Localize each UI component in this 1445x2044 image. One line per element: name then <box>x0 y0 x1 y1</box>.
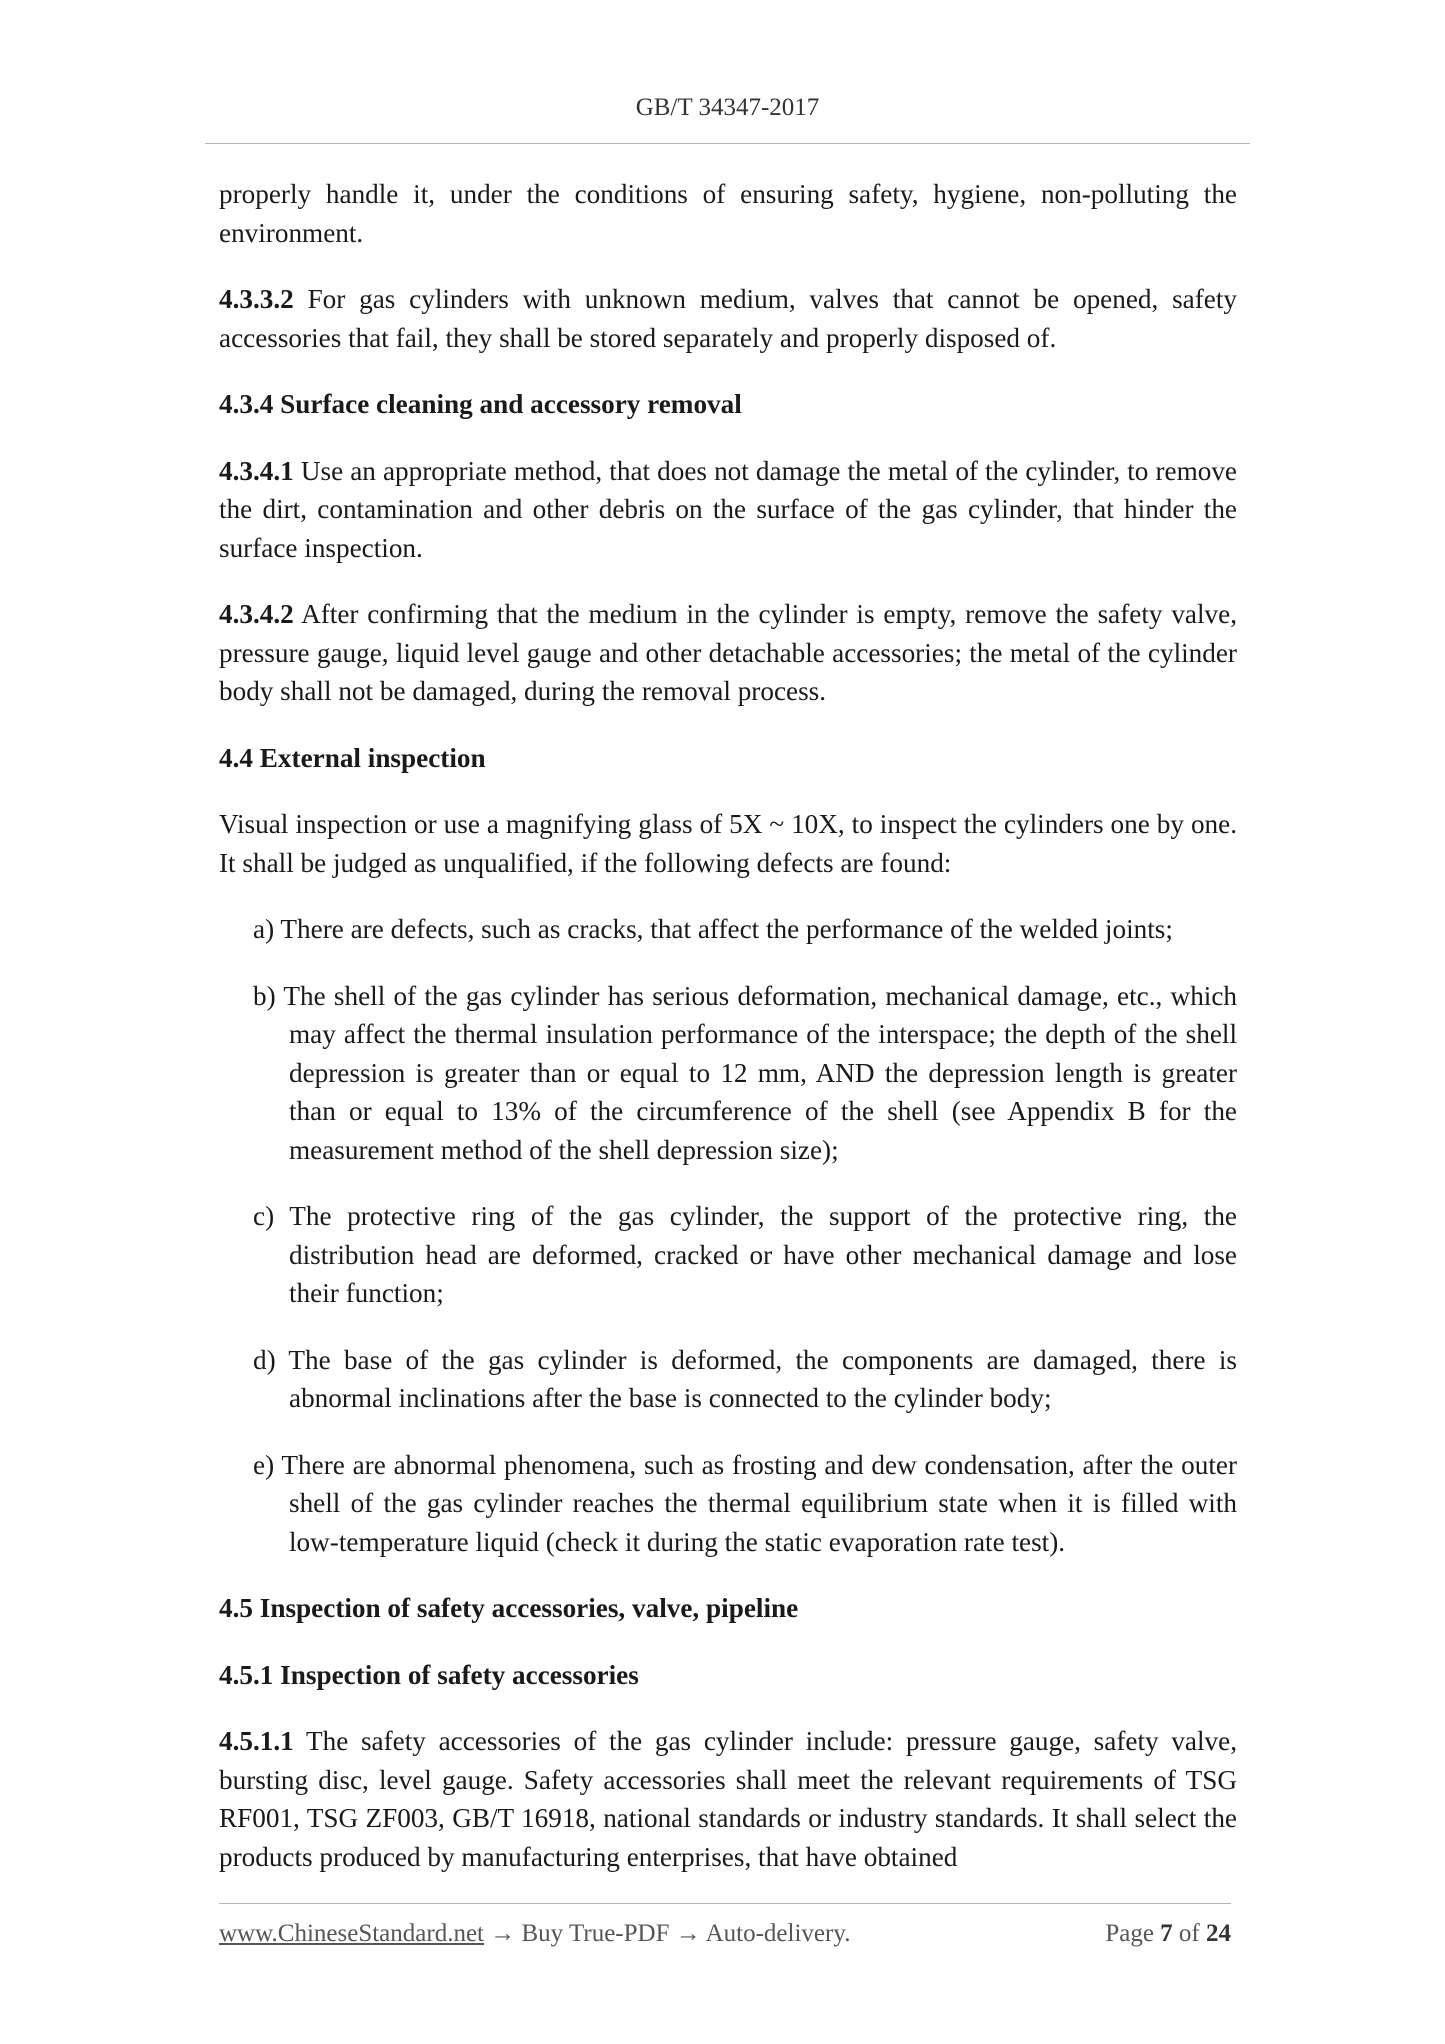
current-page: 7 <box>1160 1920 1173 1947</box>
list-item-e: e) There are abnormal phenomena, such as frosting and dew condensation, after the outer shell of the gas cylinder reaches the thermal equilibrium state when it is filled with low-temperature liquid (check it during the static evaporation rate test). <box>253 1449 1237 1557</box>
total-pages: 24 <box>1206 1920 1231 1947</box>
clause-text: After confirming that the medium in the cylinder is empty, remove the safety valve, pressure gauge, liquid level gauge and other detachable accessories; the metal of the cylinder body shall not be damaged, during the removal process. <box>219 599 1237 706</box>
clause-number: 4.3.3.2 <box>219 284 294 314</box>
clause-4-3-3-2 <box>219 280 1237 357</box>
arrow-icon: → <box>484 1920 522 1947</box>
of-label: of <box>1172 1920 1206 1947</box>
page-number <box>1105 1920 1231 1948</box>
list-item-c: c) The protective ring of the gas cylinder, the support of the protective ring, the distribution head are deformed, cracked or have other mechanical damage and lose their function; <box>253 1201 1237 1308</box>
clause-number: 4.5.1.1 <box>219 1726 294 1756</box>
list-item-a: a) There are defects, such as cracks, that affect the performance of the welded joints; <box>253 914 1173 944</box>
clause-number: 4.3.4.1 <box>219 455 294 486</box>
footer-divider <box>219 1903 1231 1904</box>
clause-number: 4.3.4.2 <box>219 599 294 629</box>
paragraph: Visual inspection or use a magnifying glass of 5X ~ 10X, to inspect the cylinders one by one. It shall be judged as unqualified, if the following defects are found: <box>219 809 1237 878</box>
clause-text: For gas cylinders with unknown medium, valves that cannot be opened, safety accessories that fail, they shall be stored separately and properly disposed of. <box>219 284 1237 353</box>
paragraph: properly handle it, under the conditions of ensuring safety, hygiene, non-polluting the environment. <box>219 179 1237 248</box>
heading-4-5-1: 4.5.1 Inspection of safety accessories <box>219 1659 639 1690</box>
heading-4-5: 4.5 Inspection of safety accessories, valve, pipeline <box>219 1593 799 1623</box>
document-body <box>219 175 1237 1904</box>
page-header: GB/T 34347-2017 <box>635 94 820 121</box>
auto-delivery-text: Auto-delivery. <box>705 1920 851 1947</box>
list-item-d: d) The base of the gas cylinder is deformed, the components are damaged, there is abnormal inclinations after the base is connected to the cylinder body; <box>253 1344 1237 1413</box>
page-label: Page <box>1105 1920 1161 1947</box>
heading-4-3-4: 4.3.4 Surface cleaning and accessory removal <box>219 389 742 419</box>
buy-pdf-text: Buy True-PDF <box>521 1920 670 1947</box>
clause-4-5-1-1 <box>219 1722 1237 1876</box>
clause-text: Use an appropriate method, that does not damage the metal of the cylinder, to remove the dirt, contamination and other debris on the surface of the gas cylinder, that hinder the surface inspection. <box>219 455 1237 563</box>
list-item-b: b) The shell of the gas cylinder has serious deformation, mechanical damage, etc., which may affect the thermal insulation performance of the interspace; the depth of the shell depression is greater than or equal to 12 mm, AND the depression length is greater than or equal to 13% of the circumference of the shell (see Appendix B for the measurement method of the shell depression size); <box>253 980 1237 1165</box>
header-divider <box>205 143 1250 144</box>
arrow-icon: → <box>669 1920 706 1947</box>
heading-4-4: 4.4 External inspection <box>219 742 486 773</box>
clause-4-3-4-2 <box>219 595 1237 711</box>
page-footer <box>219 1920 1231 1948</box>
website-link[interactable]: www.ChineseStandard.net <box>219 1920 484 1947</box>
clause-4-3-4-1 <box>219 452 1237 568</box>
clause-text: The safety accessories of the gas cylinder include: pressure gauge, safety valve, bursting disc, level gauge. Safety accessories shall meet the relevant requirements of TSG RF001, TSG ZF003, GB/T 16918, national standards or industry standards. It shall select the products produced by manufacturing enterprises, that have obtained <box>219 1726 1237 1872</box>
